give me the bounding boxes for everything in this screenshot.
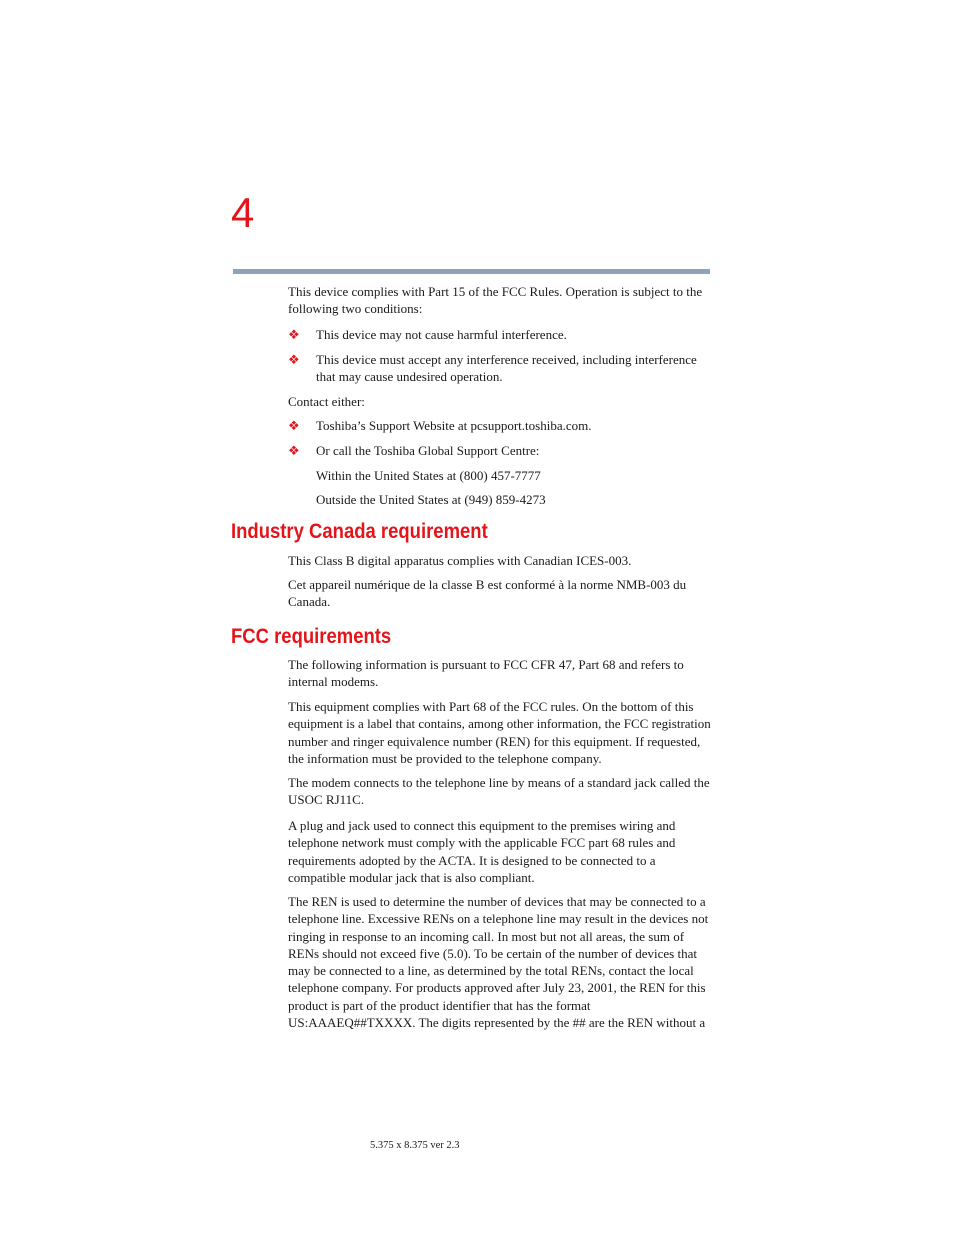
industry-canada-heading: Industry Canada requirement [231,520,488,543]
fcc-heading: FCC requirements [231,625,392,648]
fcc-paragraph: This equipment complies with Part 68 of the FCC rules. On the bottom of this equipment is a label that contains, among other information, the FCC registration number and ringer equivalence number (REN) for this equipment. If requested, the information must be provided to the telephone company. [288,699,711,766]
footer-version: 5.375 x 8.375 ver 2.3 [370,1140,460,1151]
condition-item: This device must accept any interference received, including interference that may cause undesired operation. [316,352,697,385]
fcc-paragraph: The following information is pursuant to FCC CFR 47, Part 68 and refers to internal modems. [288,657,684,690]
bullet-icon: ❖ [288,418,300,433]
industry-canada-paragraph: This Class B digital apparatus complies with Canadian ICES-003. [288,553,632,568]
contact-label: Contact either: [288,394,365,409]
phone-outside: Outside the United States at (949) 859-4273 [316,492,546,507]
contact-item: Toshiba’s Support Website at pcsupport.toshiba.com. [316,418,592,433]
bullet-icon: ❖ [288,443,300,458]
page-number: 4 [231,189,255,236]
fcc-paragraph: The REN is used to determine the number of devices that may be connected to a telephone line. Excessive RENs on a telephone line may result in the devices not ringing in response to an incoming call. In most but not all areas, the sum of RENs should not exceed five (5.0). To be certain of the number of devices that may be connected to a line, as determined by the total RENs, contact the local telephone company. For products approved after July 23, 2001, the REN for this product is part of the product identifier that has the format US:AAAEQ##TXXXX. The digits represented by the ## are the REN without a [288,894,709,1031]
industry-canada-paragraph: Cet appareil numérique de la classe B est conformé à la norme NMB-003 du Canada. [288,577,687,610]
bullet-icon: ❖ [288,352,300,367]
bullet-icon: ❖ [288,327,300,342]
contact-item: Or call the Toshiba Global Support Centre: [316,443,540,458]
phone-within: Within the United States at (800) 457-7777 [316,468,541,483]
condition-item: This device may not cause harmful interference. [316,327,567,342]
header-rule [233,269,710,274]
fcc-paragraph: A plug and jack used to connect this equipment to the premises wiring and telephone network must comply with the applicable FCC part 68 rules and requirements adopted by the ACTA. It is designed to be connected to a compatible modular jack that is also compliant. [288,818,676,885]
intro-paragraph: This device complies with Part 15 of the FCC Rules. Operation is subject to the following two conditions: [288,284,703,317]
fcc-paragraph: The modem connects to the telephone line by means of a standard jack called the USOC RJ11C. [288,775,710,808]
